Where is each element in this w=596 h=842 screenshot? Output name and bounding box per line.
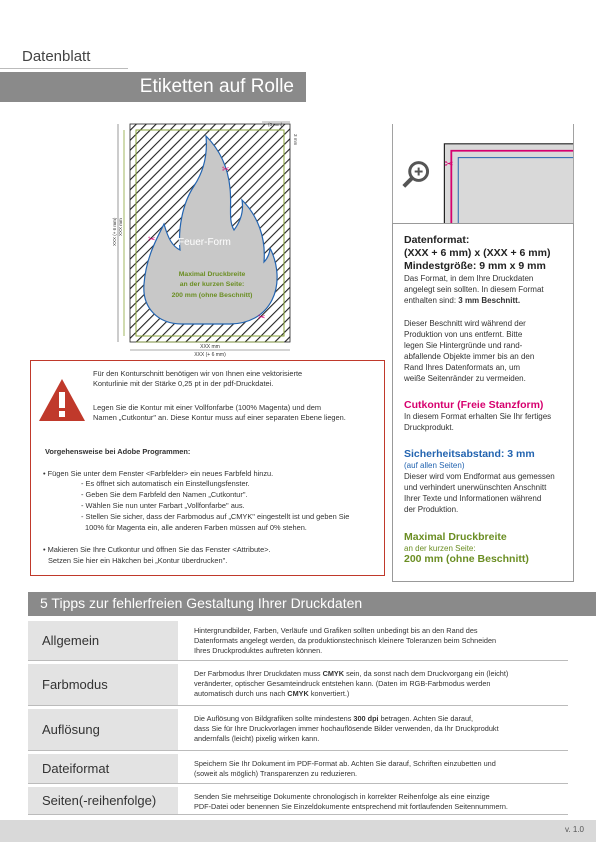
footer-band xyxy=(0,820,596,842)
tip-segment: konvertiert.) xyxy=(308,689,350,699)
max-sub: an der kurzen Seite: xyxy=(404,544,476,553)
tip-label-box xyxy=(28,787,178,814)
bleed-line-4: abfallende Objekte immer bis an den xyxy=(404,352,535,361)
tip-line: Hintergrundbilder, Farben, Verläufe und Grafiken sollten unbedingt bis an den Rand des xyxy=(194,626,478,635)
tip-line: veränderter, optischer Gesamteindruck entstehen kann. (Daten im RGB-Farbmodus werden xyxy=(194,679,491,689)
tip-line xyxy=(194,714,566,724)
warn-step-4: - Wählen Sie nun unter Farbart „Vollfonfarbe" aus. xyxy=(81,501,245,510)
dim-bottom-outer-label: XXX (+ 6 mm) xyxy=(194,352,226,358)
format-section xyxy=(404,234,550,306)
tip-label-box xyxy=(28,709,178,750)
safe-title: Sicherheitsabstand: 3 mm xyxy=(404,448,535,460)
datasheet-tab xyxy=(0,45,128,69)
safe-line-2: und verhindert unerwünschten Anschnitt xyxy=(404,483,547,492)
tip-label-box xyxy=(28,664,178,705)
tip-line: Senden Sie mehrseitige Dokumente chronologisch in korrekter Reihenfolge als eine einzige xyxy=(194,792,490,801)
bleed-section xyxy=(404,318,534,384)
tip-segment: betragen. Achten Sie darauf, xyxy=(378,714,474,723)
tip-line xyxy=(194,689,566,699)
warn-step-8: Setzen Sie hier ein Häkchen bei „Kontur überdrucken". xyxy=(48,556,228,565)
tip-segment: sein, da sonst nach dem Druckvorgang ein (leicht) xyxy=(344,669,509,678)
tip-segment: automatisch durch uns nach xyxy=(194,689,288,699)
tip-line: Ihres Druckproduktes auftreten können. xyxy=(194,646,323,656)
warn-step-3: - Geben Sie dem Farbfeld den Namen „Cutkontur". xyxy=(81,490,248,499)
cut-section xyxy=(404,400,551,433)
safe-line-3: Ihrer Texte und Informationen während xyxy=(404,494,542,503)
tip-line: dass Sie für Ihre Druckvorlagen immer hochauflösende Bilder verwenden, da Ihr Druckprodukt xyxy=(194,724,499,734)
tip-segment: Die Auflösung von Bildgrafiken sollte mindestens xyxy=(194,714,354,723)
title-bar xyxy=(0,72,306,102)
scissors-icon: ✂ xyxy=(258,312,266,322)
warn-step-7: • Makieren Sie Ihre Cutkontur und öffnen Sie das Fenster <Attribute>. xyxy=(43,545,271,554)
tip-label-box xyxy=(28,621,178,660)
cutcontour-warning-box xyxy=(30,360,385,576)
tip-segment-bold: CMYK xyxy=(322,669,345,678)
page-title: Etiketten auf Rolle xyxy=(139,76,294,97)
safe-section xyxy=(404,449,555,515)
tip-row xyxy=(28,664,568,706)
warn-step-1: • Fügen Sie unter dem Fenster <Farbfelder> ein neues Farbfeld hinzu. xyxy=(43,469,274,478)
scissors-icon: ✂ xyxy=(222,164,230,174)
dim-right-label: 3 mm xyxy=(293,134,298,146)
warn-heading: Vorgehensweise bei Adobe Programmen: xyxy=(45,447,191,456)
datasheet-tab-label: Datenblatt xyxy=(22,48,91,65)
tip-row xyxy=(28,787,568,815)
dim-top-label: (3 mm) xyxy=(268,122,283,127)
dim-left-inner-label: XXX mm xyxy=(118,218,123,236)
tip-line: (soweit als möglich) Transparenzen zu reduzieren. xyxy=(194,769,358,779)
max-print-section xyxy=(404,532,529,565)
tip-line xyxy=(194,669,566,679)
tip-text xyxy=(194,669,566,700)
format-value: (XXX + 6 mm) x (XXX + 6 mm) xyxy=(404,247,551,259)
warn-step-5: - Stellen Sie sicher, dass der Farbmodus auf „CMYK" eingestellt ist und geben Sie xyxy=(81,512,350,521)
tip-text xyxy=(194,714,566,745)
format-title: Datenformat: xyxy=(404,234,470,246)
dim-bottom-inner-label: XXX mm xyxy=(200,344,220,350)
format-text-1: Das Format, in dem Ihre Druckdaten xyxy=(404,274,534,283)
max-print-label-1: Maximal Druckbreite xyxy=(178,271,246,278)
tip-segment-bold: CMYK xyxy=(287,689,309,699)
safe-sub: (auf allen Seiten) xyxy=(404,461,465,470)
tip-line: Datenformats angelegt werden, da produktionstechnisch kleinere Toleranzen beim Schneiden xyxy=(194,636,497,646)
max-print-label-2: an der kurzen Seite: xyxy=(179,281,245,288)
bleed-line-2: Produktion von uns entfernt. Bitte xyxy=(404,330,523,339)
warn-p1-line2: Konturlinie mit der Stärke 0,25 pt in der pdf-Druckdatei. xyxy=(93,379,274,388)
warn-step-6: 100% für Magenta ein, alle anderen Farben müssen auf 0% stehen. xyxy=(85,523,307,532)
tip-line: Speichern Sie Ihr Dokument im PDF-Format ab. Achten Sie darauf, Schriften einzubetten und xyxy=(194,759,496,768)
tip-line: PDF-Datei oder benennen Sie Einzeldokumente entsprechend mit fortlaufenden Seitennummern. xyxy=(194,802,508,812)
tip-segment-bold: 300 dpi xyxy=(353,714,379,723)
format-text-2: angelegt sein sollten. In diesem Format xyxy=(404,285,544,294)
corner-zoom-panel xyxy=(392,124,574,224)
max-title: Maximal Druckbreite xyxy=(404,531,507,543)
max-print-label-3: 200 mm (ohne Beschnitt) xyxy=(171,292,253,299)
bleed-line-1: Dieser Beschnitt wird während der xyxy=(404,319,526,328)
warn-p1-line1: Für den Konturschnitt benötigen wir von Ihnen eine vektorisierte xyxy=(93,369,303,378)
tip-label: Dateiformat xyxy=(42,761,110,776)
tip-label: Seiten(-reihenfolge) xyxy=(42,793,157,808)
scissors-icon: ✂ xyxy=(444,158,454,171)
tip-label: Farbmodus xyxy=(42,677,108,692)
tip-row xyxy=(28,621,568,661)
dim-left-outer-label: XXX (+ 6 mm) xyxy=(112,217,117,246)
format-text-3a: enthalten sind: xyxy=(404,296,459,305)
warning-triangle-icon xyxy=(37,377,87,423)
safe-line-4: der Produktion. xyxy=(404,505,459,514)
tip-text xyxy=(194,759,566,779)
tip-text xyxy=(194,626,566,657)
version-label: v. 1.0 xyxy=(565,825,584,834)
min-size: Mindestgröße: 9 mm x 9 mm xyxy=(404,260,546,272)
bleed-line-5: Rand Ihres Datenformats an, um xyxy=(404,363,521,372)
warn-p2-line1: Legen Sie die Kontur mit einer Vollfonfarbe (100% Magenta) und dem xyxy=(93,403,322,412)
bleed-line-6: weiße Seitenränder zu vermeiden. xyxy=(404,374,526,383)
bleed-line-3: legen Sie Hintergründe und rand- xyxy=(404,341,523,350)
tip-row xyxy=(28,754,568,784)
tip-row xyxy=(28,709,568,751)
cut-title: Cutkontur (Freie Stanzform) xyxy=(404,399,544,411)
scissors-icon: ✂ xyxy=(148,234,156,244)
cut-line-2: Druckprodukt. xyxy=(404,423,454,432)
shape-name-label: Feuer-Form xyxy=(178,237,231,248)
tips-header xyxy=(28,592,596,616)
warn-p2-line2: Namen „Cutkontur" an. Diese Kontur muss auf einer separaten Ebene liegen. xyxy=(93,413,346,422)
safe-line-1: Dieser wird vom Endformat aus gemessen xyxy=(404,472,555,481)
tip-label: Allgemein xyxy=(42,633,100,648)
format-text-3b: 3 mm Beschnitt. xyxy=(458,296,521,305)
tip-line: andernfalls (leicht) pixelig wirken kann. xyxy=(194,734,320,744)
tip-segment: Der Farbmodus Ihrer Druckdaten muss xyxy=(194,669,323,678)
tip-text xyxy=(194,792,566,812)
warn-step-2: - Es öffnet sich automatisch ein Einstellungsfenster. xyxy=(81,479,250,488)
tips-header-title: 5 Tipps zur fehlerfreien Gestaltung Ihrer Druckdaten xyxy=(40,595,363,611)
label-diagram xyxy=(112,118,298,362)
format-text-3 xyxy=(404,295,550,306)
tip-label: Auflösung xyxy=(42,722,100,737)
tip-label-box xyxy=(28,754,178,783)
max-value: 200 mm (ohne Beschnitt) xyxy=(404,553,529,565)
cut-line-1: In diesem Format erhalten Sie Ihr fertiges xyxy=(404,412,552,421)
